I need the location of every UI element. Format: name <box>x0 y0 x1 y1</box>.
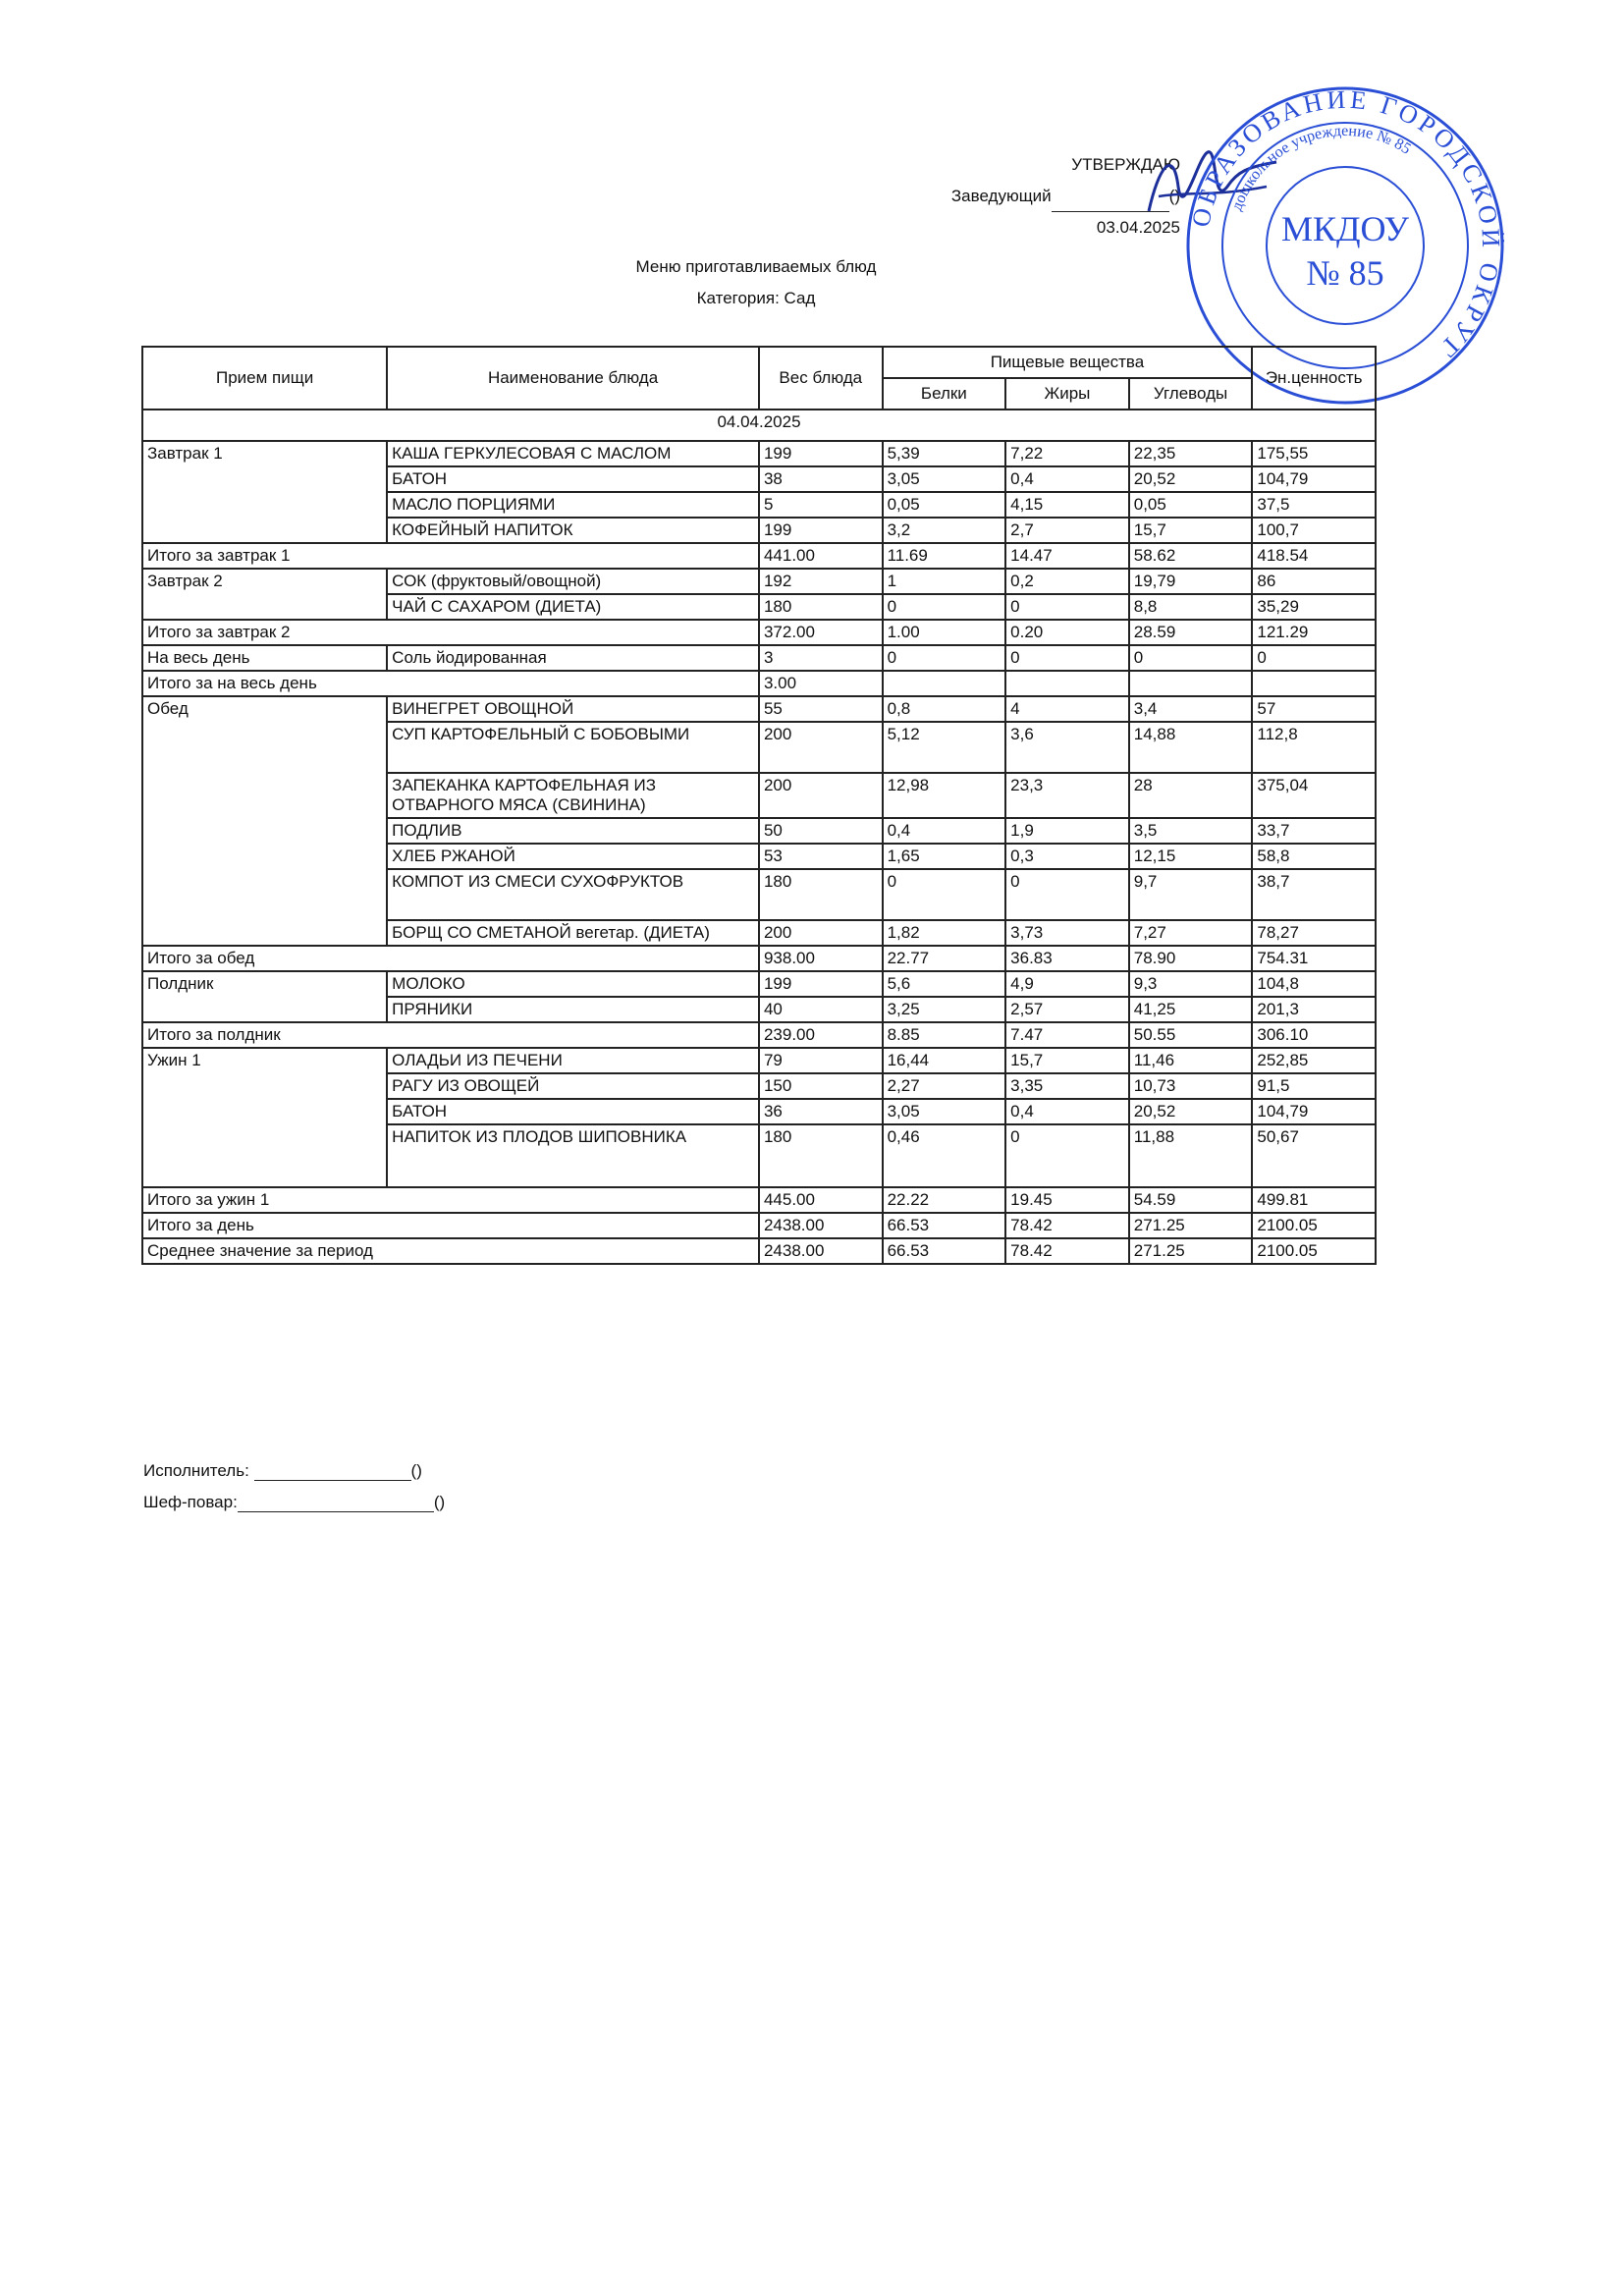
energy-cell: 86 <box>1252 569 1376 594</box>
fat-cell: 4,9 <box>1005 971 1129 997</box>
header-carbs: Углеводы <box>1129 378 1253 410</box>
fat-cell: 0,2 <box>1005 569 1129 594</box>
document-title: Меню приготавливаемых блюд <box>635 257 877 276</box>
fat-cell: 78.42 <box>1005 1238 1129 1264</box>
fat-cell: 15,7 <box>1005 1048 1129 1073</box>
chef-label: Шеф-повар: <box>143 1493 238 1511</box>
weight-cell: 441.00 <box>759 543 883 569</box>
carbs-cell: 11,46 <box>1129 1048 1253 1073</box>
protein-cell: 66.53 <box>883 1238 1006 1264</box>
carbs-cell: 7,27 <box>1129 920 1253 946</box>
stamp-inner-text: дошкольное учреждение № 85 <box>1228 122 1414 213</box>
stamp-outer-text: ОБРАЗОВАНИЕ ГОРОДСКОЙ ОКРУГ <box>1186 84 1506 366</box>
dish-name: БАТОН <box>387 1099 759 1124</box>
dish-row <box>142 1048 1376 1073</box>
weight-cell: 200 <box>759 920 883 946</box>
total-label: Итого за завтрак 1 <box>142 543 759 569</box>
energy-cell: 58,8 <box>1252 844 1376 869</box>
fat-cell: 19.45 <box>1005 1187 1129 1213</box>
menu-date: 04.04.2025 <box>142 410 1376 441</box>
dish-name: СОК (фруктовый/овощной) <box>387 569 759 594</box>
dish-name: ВИНЕГРЕТ ОВОЩНОЙ <box>387 696 759 722</box>
header-fat: Жиры <box>1005 378 1129 410</box>
weight-cell: 180 <box>759 594 883 620</box>
fat-cell: 3,6 <box>1005 722 1129 773</box>
meal-cell: Полдник <box>142 971 387 1022</box>
weight-cell: 372.00 <box>759 620 883 645</box>
total-row <box>142 543 1376 569</box>
protein-cell: 0 <box>883 645 1006 671</box>
energy-cell: 104,79 <box>1252 1099 1376 1124</box>
energy-cell: 2100.05 <box>1252 1213 1376 1238</box>
energy-cell: 78,27 <box>1252 920 1376 946</box>
protein-cell: 3,05 <box>883 466 1006 492</box>
weight-cell: 55 <box>759 696 883 722</box>
fat-cell: 14.47 <box>1005 543 1129 569</box>
stamp-center-line2: № 85 <box>1306 253 1384 293</box>
dish-name: ХЛЕБ РЖАНОЙ <box>387 844 759 869</box>
dish-row <box>142 645 1376 671</box>
carbs-cell: 20,52 <box>1129 1099 1253 1124</box>
carbs-cell: 28 <box>1129 773 1253 818</box>
protein-cell: 0,8 <box>883 696 1006 722</box>
carbs-cell: 11,88 <box>1129 1124 1253 1187</box>
total-label: Итого за на весь день <box>142 671 759 696</box>
weight-cell: 239.00 <box>759 1022 883 1048</box>
meal-cell: Ужин 1 <box>142 1048 387 1187</box>
dish-name: СУП КАРТОФЕЛЬНЫЙ С БОБОВЫМИ <box>387 722 759 773</box>
weight-cell: 938.00 <box>759 946 883 971</box>
total-row <box>142 1238 1376 1264</box>
carbs-cell: 20,52 <box>1129 466 1253 492</box>
weight-cell: 5 <box>759 492 883 518</box>
protein-cell: 0,46 <box>883 1124 1006 1187</box>
protein-cell: 5,6 <box>883 971 1006 997</box>
meal-cell: Завтрак 1 <box>142 441 387 543</box>
menu-body <box>142 410 1376 1264</box>
weight-cell: 200 <box>759 773 883 818</box>
weight-cell: 180 <box>759 869 883 920</box>
energy-cell: 50,67 <box>1252 1124 1376 1187</box>
energy-cell: 91,5 <box>1252 1073 1376 1099</box>
fat-cell: 4,15 <box>1005 492 1129 518</box>
energy-cell: 418.54 <box>1252 543 1376 569</box>
protein-cell: 0 <box>883 594 1006 620</box>
fat-cell: 7,22 <box>1005 441 1129 466</box>
protein-cell: 1 <box>883 569 1006 594</box>
carbs-cell: 41,25 <box>1129 997 1253 1022</box>
fat-cell: 1,9 <box>1005 818 1129 844</box>
energy-cell: 375,04 <box>1252 773 1376 818</box>
weight-cell: 200 <box>759 722 883 773</box>
weight-cell: 53 <box>759 844 883 869</box>
fat-cell: 0 <box>1005 594 1129 620</box>
dish-name: КАША ГЕРКУЛЕСОВАЯ С МАСЛОМ <box>387 441 759 466</box>
protein-cell: 16,44 <box>883 1048 1006 1073</box>
energy-cell: 112,8 <box>1252 722 1376 773</box>
approved-label: УТВЕРЖДАЮ <box>1071 155 1180 174</box>
dish-name: ЧАЙ С САХАРОМ (ДИЕТА) <box>387 594 759 620</box>
meal-cell: На весь день <box>142 645 387 671</box>
protein-cell: 0 <box>883 869 1006 920</box>
total-row <box>142 1022 1376 1048</box>
total-row <box>142 620 1376 645</box>
dish-name: МОЛОКО <box>387 971 759 997</box>
executor-label: Исполнитель: <box>143 1461 249 1480</box>
dish-name: ПРЯНИКИ <box>387 997 759 1022</box>
header-weight: Вес блюда <box>759 347 883 410</box>
carbs-cell: 8,8 <box>1129 594 1253 620</box>
carbs-cell: 54.59 <box>1129 1187 1253 1213</box>
carbs-cell: 271.25 <box>1129 1213 1253 1238</box>
chef-line <box>143 1493 445 1512</box>
energy-cell: 38,7 <box>1252 869 1376 920</box>
dish-name: ЗАПЕКАНКА КАРТОФЕЛЬНАЯ ИЗ ОТВАРНОГО МЯСА (СВИНИНА) <box>387 773 759 818</box>
carbs-cell: 9,7 <box>1129 869 1253 920</box>
weight-cell: 199 <box>759 971 883 997</box>
energy-cell: 37,5 <box>1252 492 1376 518</box>
carbs-cell: 14,88 <box>1129 722 1253 773</box>
fat-cell: 3,35 <box>1005 1073 1129 1099</box>
total-row <box>142 946 1376 971</box>
protein-cell: 0,05 <box>883 492 1006 518</box>
protein-cell: 8.85 <box>883 1022 1006 1048</box>
protein-cell: 2,27 <box>883 1073 1006 1099</box>
carbs-cell: 22,35 <box>1129 441 1253 466</box>
stamp-center-line1: МКДОУ <box>1280 209 1410 248</box>
carbs-cell: 0,05 <box>1129 492 1253 518</box>
executor-suffix: () <box>410 1461 422 1480</box>
date-row <box>142 410 1376 441</box>
fat-cell: 2,57 <box>1005 997 1129 1022</box>
total-row <box>142 1187 1376 1213</box>
fat-cell: 3,73 <box>1005 920 1129 946</box>
weight-cell: 180 <box>759 1124 883 1187</box>
protein-cell: 3,2 <box>883 518 1006 543</box>
carbs-cell: 9,3 <box>1129 971 1253 997</box>
energy-cell: 35,29 <box>1252 594 1376 620</box>
total-label: Итого за завтрак 2 <box>142 620 759 645</box>
total-row <box>142 1213 1376 1238</box>
total-label: Итого за полдник <box>142 1022 759 1048</box>
dish-name: КОМПОТ ИЗ СМЕСИ СУХОФРУКТОВ <box>387 869 759 920</box>
fat-cell: 0,4 <box>1005 466 1129 492</box>
protein-cell: 1,65 <box>883 844 1006 869</box>
protein-cell: 22.22 <box>883 1187 1006 1213</box>
fat-cell: 0.20 <box>1005 620 1129 645</box>
carbs-cell: 28.59 <box>1129 620 1253 645</box>
category-label: Категория: Сад <box>696 289 816 307</box>
header-dish: Наименование блюда <box>387 347 759 410</box>
weight-cell: 2438.00 <box>759 1213 883 1238</box>
carbs-cell: 78.90 <box>1129 946 1253 971</box>
fat-cell: 0,4 <box>1005 1099 1129 1124</box>
energy-cell: 252,85 <box>1252 1048 1376 1073</box>
fat-cell: 78.42 <box>1005 1213 1129 1238</box>
meal-cell: Обед <box>142 696 387 946</box>
dish-name: КОФЕЙНЫЙ НАПИТОК <box>387 518 759 543</box>
menu-table <box>141 346 1377 1265</box>
weight-cell: 199 <box>759 518 883 543</box>
protein-cell: 12,98 <box>883 773 1006 818</box>
chef-suffix: () <box>433 1493 446 1511</box>
head-label: Заведующий <box>950 187 1052 205</box>
dish-name: ПОДЛИВ <box>387 818 759 844</box>
carbs-cell: 58.62 <box>1129 543 1253 569</box>
protein-cell <box>883 671 1006 696</box>
carbs-cell: 3,5 <box>1129 818 1253 844</box>
weight-cell: 50 <box>759 818 883 844</box>
carbs-cell: 12,15 <box>1129 844 1253 869</box>
protein-cell: 5,12 <box>883 722 1006 773</box>
header-nutrients: Пищевые вещества <box>883 347 1253 378</box>
energy-cell: 175,55 <box>1252 441 1376 466</box>
fat-cell <box>1005 671 1129 696</box>
header-energy: Эн.ценность <box>1252 347 1376 410</box>
dish-name: БАТОН <box>387 466 759 492</box>
protein-cell: 66.53 <box>883 1213 1006 1238</box>
protein-cell: 3,05 <box>883 1099 1006 1124</box>
weight-cell: 38 <box>759 466 883 492</box>
dish-name: РАГУ ИЗ ОВОЩЕЙ <box>387 1073 759 1099</box>
fat-cell: 0,3 <box>1005 844 1129 869</box>
protein-cell: 3,25 <box>883 997 1006 1022</box>
dish-name: БОРЩ СО СМЕТАНОЙ вегетар. (ДИЕТА) <box>387 920 759 946</box>
energy-cell: 201,3 <box>1252 997 1376 1022</box>
dish-name: МАСЛО ПОРЦИЯМИ <box>387 492 759 518</box>
weight-cell: 36 <box>759 1099 883 1124</box>
protein-cell: 11.69 <box>883 543 1006 569</box>
energy-cell: 57 <box>1252 696 1376 722</box>
weight-cell: 3 <box>759 645 883 671</box>
carbs-cell: 50.55 <box>1129 1022 1253 1048</box>
header-meal: Прием пищи <box>142 347 387 410</box>
dish-row <box>142 971 1376 997</box>
protein-cell: 1,82 <box>883 920 1006 946</box>
dish-name: НАПИТОК ИЗ ПЛОДОВ ШИПОВНИКА <box>387 1124 759 1187</box>
weight-cell: 2438.00 <box>759 1238 883 1264</box>
weight-cell: 3.00 <box>759 671 883 696</box>
total-row <box>142 671 1376 696</box>
dish-row <box>142 696 1376 722</box>
head-suffix: () <box>1168 187 1180 205</box>
protein-cell: 22.77 <box>883 946 1006 971</box>
total-label: Итого за день <box>142 1213 759 1238</box>
dish-row <box>142 441 1376 466</box>
weight-cell: 40 <box>759 997 883 1022</box>
energy-cell: 499.81 <box>1252 1187 1376 1213</box>
total-label: Итого за ужин 1 <box>142 1187 759 1213</box>
energy-cell: 33,7 <box>1252 818 1376 844</box>
approval-date: 03.04.2025 <box>1096 218 1180 237</box>
fat-cell: 36.83 <box>1005 946 1129 971</box>
fat-cell: 0 <box>1005 869 1129 920</box>
carbs-cell: 3,4 <box>1129 696 1253 722</box>
weight-cell: 445.00 <box>759 1187 883 1213</box>
energy-cell <box>1252 671 1376 696</box>
fat-cell: 7.47 <box>1005 1022 1129 1048</box>
energy-cell: 0 <box>1252 645 1376 671</box>
protein-cell: 0,4 <box>883 818 1006 844</box>
carbs-cell: 10,73 <box>1129 1073 1253 1099</box>
energy-cell: 121.29 <box>1252 620 1376 645</box>
meal-cell: Завтрак 2 <box>142 569 387 620</box>
energy-cell: 100,7 <box>1252 518 1376 543</box>
dish-row <box>142 569 1376 594</box>
fat-cell: 0 <box>1005 645 1129 671</box>
energy-cell: 2100.05 <box>1252 1238 1376 1264</box>
carbs-cell: 15,7 <box>1129 518 1253 543</box>
fat-cell: 2,7 <box>1005 518 1129 543</box>
total-label: Итого за обед <box>142 946 759 971</box>
weight-cell: 192 <box>759 569 883 594</box>
energy-cell: 104,8 <box>1252 971 1376 997</box>
protein-cell: 1.00 <box>883 620 1006 645</box>
carbs-cell: 271.25 <box>1129 1238 1253 1264</box>
fat-cell: 23,3 <box>1005 773 1129 818</box>
executor-line <box>143 1461 422 1481</box>
carbs-cell: 19,79 <box>1129 569 1253 594</box>
energy-cell: 104,79 <box>1252 466 1376 492</box>
weight-cell: 199 <box>759 441 883 466</box>
dish-name: Соль йодированная <box>387 645 759 671</box>
header-protein: Белки <box>883 378 1006 410</box>
protein-cell: 5,39 <box>883 441 1006 466</box>
carbs-cell <box>1129 671 1253 696</box>
total-label: Среднее значение за период <box>142 1238 759 1264</box>
fat-cell: 0 <box>1005 1124 1129 1187</box>
energy-cell: 306.10 <box>1252 1022 1376 1048</box>
energy-cell: 754.31 <box>1252 946 1376 971</box>
carbs-cell: 0 <box>1129 645 1253 671</box>
dish-name: ОЛАДЬИ ИЗ ПЕЧЕНИ <box>387 1048 759 1073</box>
weight-cell: 150 <box>759 1073 883 1099</box>
fat-cell: 4 <box>1005 696 1129 722</box>
weight-cell: 79 <box>759 1048 883 1073</box>
